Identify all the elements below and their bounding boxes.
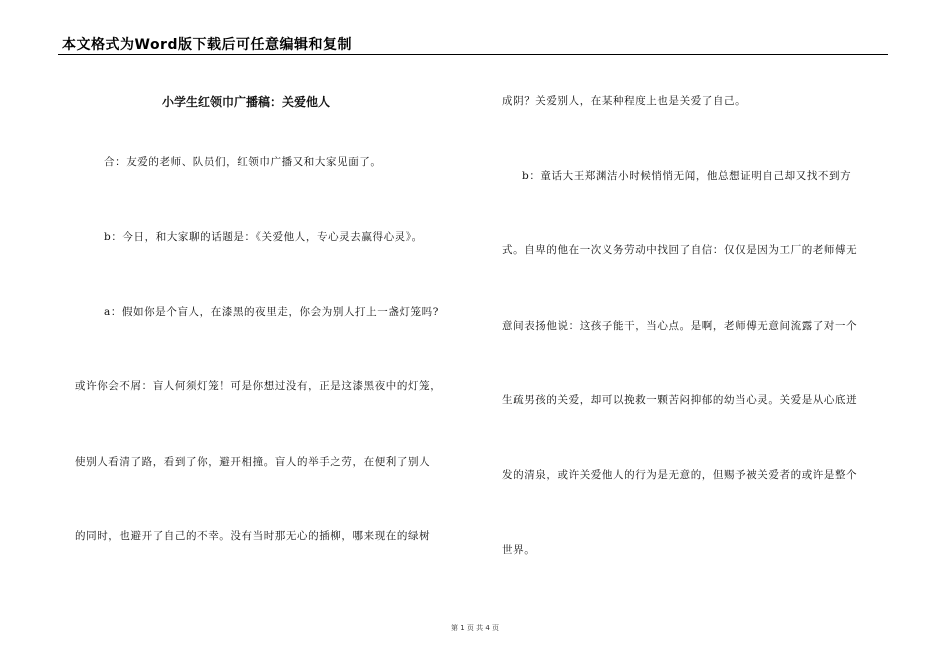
right-line-5: 生疏男孩的关爱，却可以挽救一颗苦闷抑郁的幼当心灵。关爱是从心底迸	[502, 394, 858, 406]
header-note: 本文格式为Word版下载后可任意编辑和复制	[62, 37, 352, 53]
left-line-5: 使别人看清了路，看到了你，避开相撞。盲人的举手之劳，在便利了别人	[75, 456, 431, 468]
left-line-4: 或许你会不屑：盲人何须灯笼！可是你想过没有，正是这漆黑夜中的灯笼，	[75, 380, 442, 392]
right-line-4: 意间表扬他说：这孩子能干，当心点。是啊，老师傅无意间流露了对一个	[502, 320, 858, 332]
right-line-3: 式。自卑的他在一次义务劳动中找回了自信：仅仅是因为工厂的老师傅无	[502, 244, 858, 256]
right-line-2: b：童话大王郑渊洁小时候悄悄无闻，他总想证明自己却又找不到方	[522, 170, 852, 182]
right-line-1: 成阴？关爱别人，在某种程度上也是关爱了自己。	[502, 95, 747, 107]
document-title: 小学生红领巾广播稿：关爱他人	[162, 95, 331, 109]
left-line-1: 合：友爱的老师、队员们，红领巾广播又和大家见面了。	[104, 156, 382, 168]
left-line-2: b：今日，和大家聊的话题是：《关爱他人，专心灵去赢得心灵》。	[104, 231, 423, 243]
page-footer: 第 1 页 共 4 页	[450, 624, 500, 632]
left-line-6: 的同时，也避开了自己的不幸。没有当时那无心的插柳，哪来现在的绿树	[75, 530, 431, 542]
left-line-3: a：假如你是个盲人，在漆黑的夜里走，你会为别人打上一盏灯笼吗?	[104, 306, 439, 318]
right-line-6: 发的清泉，或许关爱他人的行为是无意的，但赐予被关爱者的或许是整个	[502, 469, 858, 481]
right-line-7: 世界。	[502, 544, 536, 556]
header-rule	[58, 54, 888, 55]
